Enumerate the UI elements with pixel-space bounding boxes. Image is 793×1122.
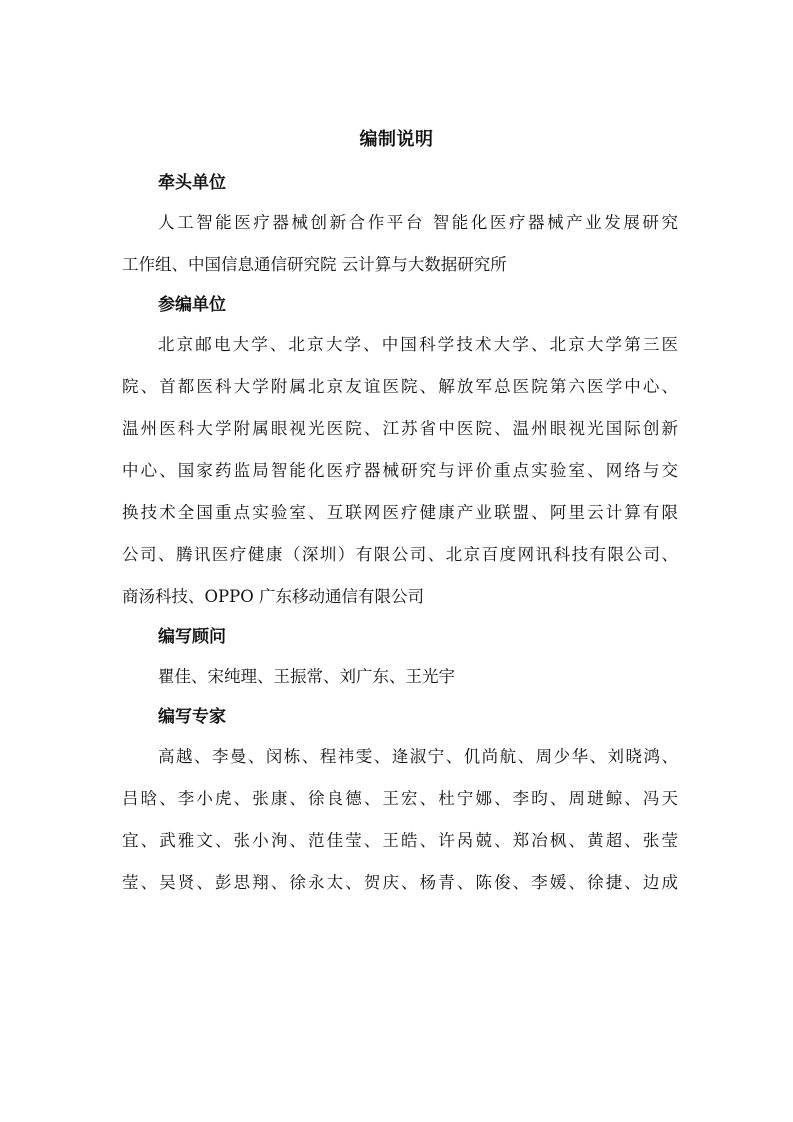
paragraph-line: 人工智能医疗器械创新合作平台 智能化医疗器械产业发展研究 xyxy=(158,213,678,232)
paragraph-line: 北京邮电大学、北京大学、中国科学技术大学、北京大学第三医 xyxy=(158,335,678,354)
paragraph-line: 院、首都医科大学附属北京友谊医院、解放军总医院第六医学中心、 xyxy=(122,377,678,396)
paragraph-line: 高越、李曼、闵栋、程祎雯、逄淑宁、仉尚航、周少华、刘晓鸿、 xyxy=(158,747,678,766)
paragraph-line: 温州医科大学附属眼视光医院、江苏省中医院、温州眼视光国际创新 xyxy=(122,419,678,438)
paragraph-line: 工作组、中国信息通信研究院 云计算与大数据研究所 xyxy=(122,255,507,274)
section-participants xyxy=(122,286,678,618)
section-heading: 参编单位 xyxy=(158,295,226,315)
page-title: 编制说明 xyxy=(359,129,434,150)
document-body xyxy=(122,164,678,904)
paragraph-line: 瞿佳、宋纯理、王振常、刘广东、王光宇 xyxy=(158,667,455,686)
paragraph-line: 莹、吴贤、彭思翔、徐永太、贺庆、杨青、陈俊、李媛、徐捷、边成 xyxy=(122,873,678,892)
section-experts xyxy=(122,698,678,904)
section-lead xyxy=(122,164,678,286)
paragraph-line: 公司、腾讯医疗健康（深圳）有限公司、北京百度网讯科技有限公司、 xyxy=(122,545,678,564)
paragraph-line: 宜、武雅文、张小洵、范佳莹、王皓、许呙兢、郑冶枫、黄超、张莹 xyxy=(122,831,678,850)
section-heading: 编写专家 xyxy=(158,707,226,727)
paragraph-line: 中心、国家药监局智能化医疗器械研究与评价重点实验室、网络与交 xyxy=(122,461,678,480)
section-heading: 编写顾问 xyxy=(158,627,226,647)
paragraph-line: 商汤科技、OPPO 广东移动通信有限公司 xyxy=(122,587,425,606)
section-advisors xyxy=(122,618,678,698)
paragraph-line: 换技术全国重点实验室、互联网医疗健康产业联盟、阿里云计算有限 xyxy=(122,503,678,522)
paragraph-line: 吕晗、李小虎、张康、徐良德、王宏、杜宁娜、李昀、周琎鲸、冯天 xyxy=(122,789,678,808)
section-heading: 牵头单位 xyxy=(158,173,226,193)
